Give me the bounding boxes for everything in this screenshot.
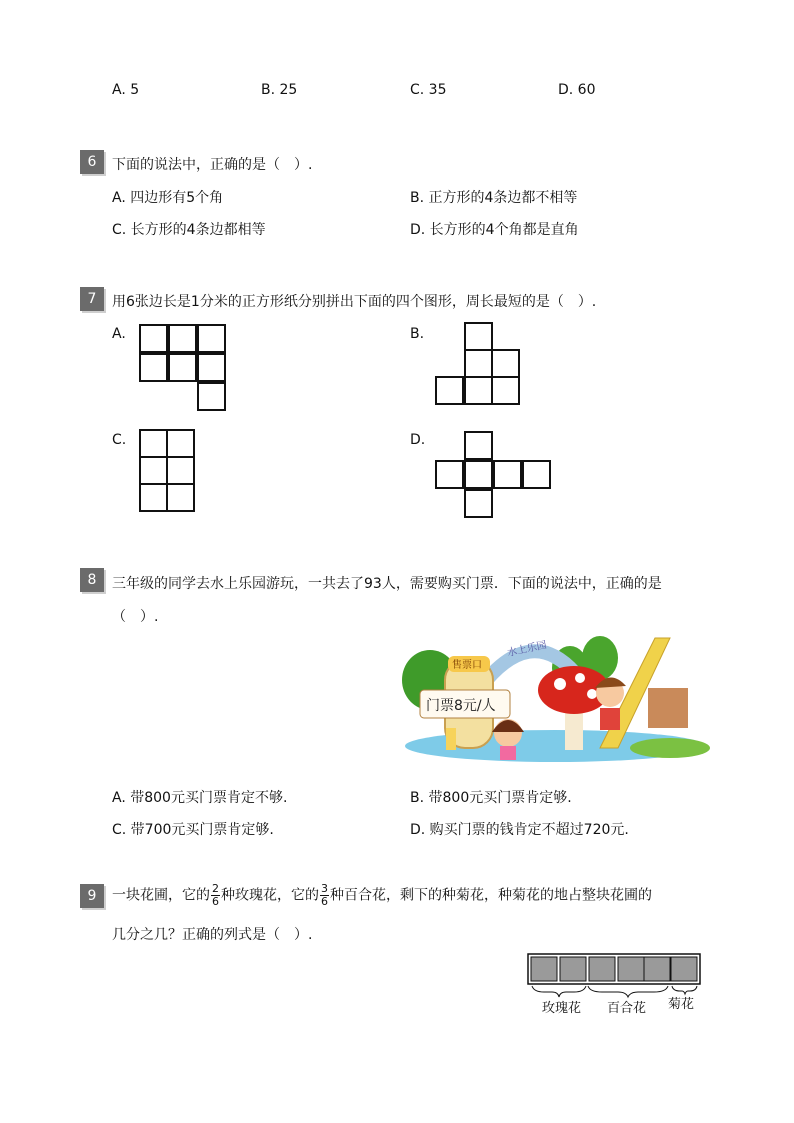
q9-stem-part1: 一块花圃，它的 bbox=[112, 887, 210, 904]
q6-stem: 下面的说法中，正确的是（ ）. bbox=[112, 157, 313, 173]
q7-label-b[interactable]: B. bbox=[410, 326, 425, 342]
q6-option-a[interactable]: A. 四边形有5个角 bbox=[112, 190, 224, 206]
fraction-numerator: 2 bbox=[212, 882, 219, 895]
fraction-three-sixths bbox=[320, 883, 329, 908]
fraction-denominator: 6 bbox=[212, 895, 219, 908]
q8-option-c[interactable]: C. 带700元买门票肯定够. bbox=[112, 822, 274, 838]
q8-stem-line2: （ ）. bbox=[112, 609, 159, 625]
q5-option-a[interactable]: A. 5 bbox=[112, 82, 140, 98]
bar-label-chrysanthemum: 菊花 bbox=[668, 997, 695, 1012]
q5-option-c[interactable]: C. 35 bbox=[410, 82, 447, 98]
q9-stem-line2: 几分之几？正确的列式是（ ）. bbox=[112, 927, 313, 943]
flower-bed-bar-diagram bbox=[522, 950, 708, 1022]
q6-option-c[interactable]: C. 长方形的4条边都相等 bbox=[112, 222, 266, 238]
q8-option-a[interactable]: A. 带800元买门票肯定不够. bbox=[112, 790, 288, 806]
q9-stem-part2: 种玫瑰花，它的 bbox=[221, 887, 319, 904]
bar-label-lily: 百合花 bbox=[607, 1001, 647, 1016]
q7-stem: 用6张边长是1分米的正方形纸分别拼出下面的四个图形，周长最短的是（ ）. bbox=[112, 294, 597, 310]
bar-label-rose: 玫瑰花 bbox=[542, 1001, 582, 1016]
q9-stem-part3: 种百合花，剩下的种菊花，种菊花的地占整块花圃的 bbox=[330, 887, 652, 904]
ticket-price-sign: 门票8元/人 bbox=[426, 698, 496, 714]
sign-entrance-text: 售票口 bbox=[452, 660, 482, 671]
question-number-9: 9 bbox=[80, 884, 104, 908]
q6-option-b[interactable]: B. 正方形的4条边都不相等 bbox=[410, 190, 578, 206]
q5-option-b[interactable]: B. 25 bbox=[261, 82, 298, 98]
fraction-denominator: 6 bbox=[321, 895, 328, 908]
question-number-7: 7 bbox=[80, 287, 104, 311]
q5-option-d[interactable]: D. 60 bbox=[558, 82, 596, 98]
water-park-illustration bbox=[390, 628, 710, 770]
question-number-8: 8 bbox=[80, 568, 104, 592]
fraction-numerator: 3 bbox=[321, 882, 328, 895]
q7-label-c[interactable]: C. bbox=[112, 432, 127, 448]
q8-option-d[interactable]: D. 购买门票的钱肯定不超过720元. bbox=[410, 822, 629, 838]
q7-label-d[interactable]: D. bbox=[410, 432, 426, 448]
question-number-6: 6 bbox=[80, 150, 104, 174]
sign-arch-text: 水上乐园 bbox=[506, 639, 548, 659]
fraction-two-sixths bbox=[211, 883, 220, 908]
q8-option-b[interactable]: B. 带800元买门票肯定够. bbox=[410, 790, 572, 806]
q8-stem-line1: 三年级的同学去水上乐园游玩，一共去了93人，需要购买门票．下面的说法中，正确的是 bbox=[112, 576, 662, 592]
q6-option-d[interactable]: D. 长方形的4个角都是直角 bbox=[410, 222, 579, 238]
q9-stem-line1 bbox=[112, 883, 652, 908]
q7-label-a[interactable]: A. bbox=[112, 326, 126, 342]
